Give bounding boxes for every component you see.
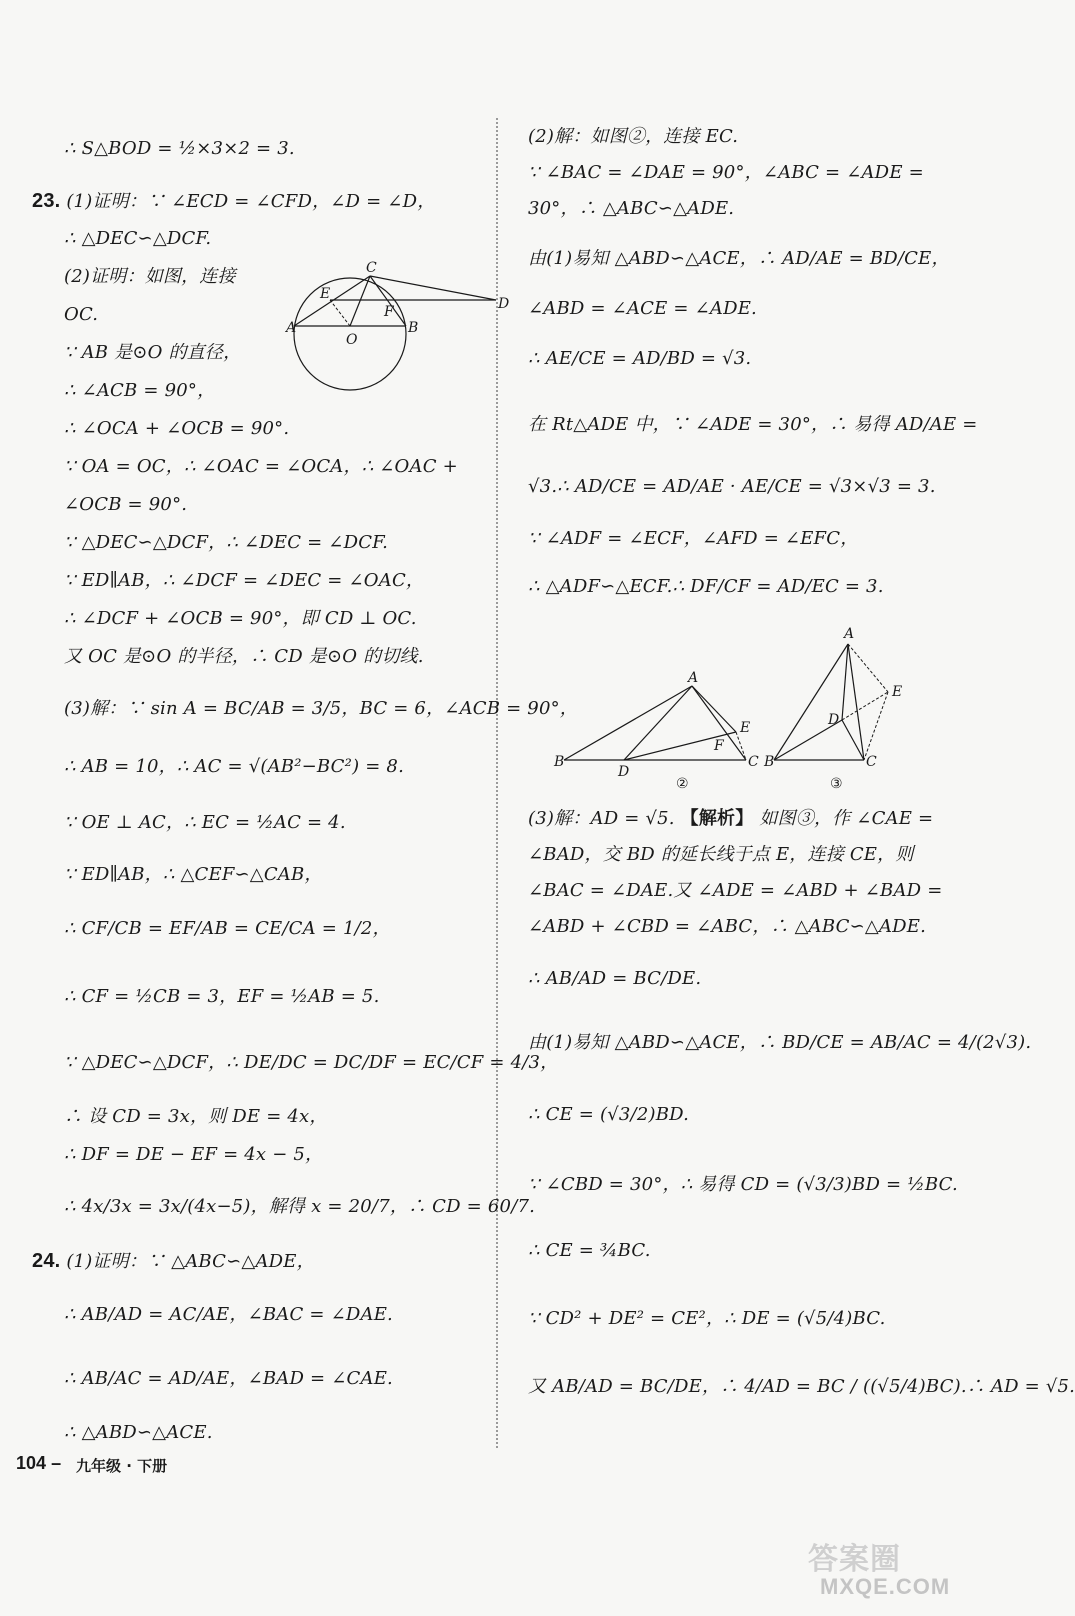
segment-de	[842, 692, 888, 720]
segment-ac	[848, 644, 864, 760]
label-a: A	[286, 320, 297, 336]
solution-line: ∴ CF = ½CB = 3，EF = ½AB = 5.	[64, 986, 380, 1007]
page-number	[16, 1453, 61, 1474]
analysis-tag: 【解析】	[680, 808, 754, 829]
solution-line: ∴ CE = ¾BC.	[528, 1240, 651, 1261]
solution-line: ∴ AB/AD = AC/AE，∠BAC = ∠DAE.	[64, 1304, 393, 1325]
answer-text: (3)解：AD = √5.	[528, 808, 675, 829]
segment-ec	[736, 732, 746, 760]
label-a: A	[844, 626, 855, 642]
solution-line: ∵ OA = OC，∴ ∠OAC = ∠OCA，∴ ∠OAC +	[64, 456, 458, 477]
solution-line: ∴ AE/CE = AD/BD = √3.	[528, 348, 752, 369]
figure-caption: ②	[676, 776, 689, 792]
label-d: D	[828, 712, 840, 728]
solution-line: ∴ △ABD∽△ACE.	[64, 1422, 213, 1443]
solution-line: ∵ ∠CBD = 30°，∴ 易得 CD = (√3/3)BD = ½BC.	[528, 1174, 958, 1195]
label-d: D	[498, 296, 510, 312]
label-b: B	[554, 754, 565, 770]
figure-caption: ③	[830, 776, 843, 792]
solution-line: ∴ ∠ACB = 90°，	[64, 380, 216, 401]
solution-line: 30°，∴ △ABC∽△ADE.	[528, 198, 735, 219]
page-number-dash: –	[51, 1453, 62, 1473]
solution-line: ∴ △ADF∽△ECF.∴ DF/CF = AD/EC = 3.	[528, 576, 884, 597]
solution-line: ∵ ∠BAC = ∠DAE = 90°，∠ABC = ∠ADE =	[528, 162, 924, 183]
solution-line: ∠ABD = ∠ACE = ∠ADE.	[528, 298, 757, 319]
label-d: D	[618, 764, 630, 780]
solution-line: ∴ ∠OCA + ∠OCB = 90°.	[64, 418, 290, 439]
solution-line: ∴ △DEC∽△DCF.	[64, 228, 212, 249]
figure-3	[764, 620, 964, 796]
solution-line: ∴ CE = (√3/2)BD.	[528, 1104, 690, 1125]
watermark-logo: 答案圈	[808, 1543, 901, 1576]
solution-line: OC.	[64, 304, 99, 325]
solution-line: ∠BAD，交 BD 的延长线于点 E，连接 CE，则	[528, 844, 914, 865]
label-c: C	[866, 754, 877, 770]
solution-line: ∵ ∠ADF = ∠ECF，∠AFD = ∠EFC，	[528, 528, 859, 549]
solution-line: ∠ABD + ∠CBD = ∠ABC，∴ △ABC∽△ADE.	[528, 916, 927, 937]
solution-line: ∴ 4x/3x = 3x/(4x−5)，解得 x = 20/7，∴ CD = 60/7.	[64, 1196, 536, 1217]
solution-line: ∴ S△BOD = ½×3×2 = 3.	[64, 138, 295, 159]
label-b: B	[764, 754, 775, 770]
solution-line: ∵ OE ⊥ AC，∴ EC = ½AC = 4.	[64, 812, 346, 833]
solution-line: √3.∴ AD/CE = AD/AE · AE/CE = √3×√3 = 3.	[528, 476, 936, 497]
label-c: C	[748, 754, 759, 770]
solution-line: ∵ △DEC∽△DCF，∴ DE/DC = DC/DF = EC/CF = 4/3，	[64, 1052, 559, 1073]
circle-figure	[286, 256, 516, 396]
analysis-text: 如图③，作 ∠CAE =	[759, 808, 934, 829]
solution-line: (1)证明：∵ ∠ECD = ∠CFD，∠D = ∠D，	[66, 191, 436, 212]
solution-line: (1)证明：∵ △ABC∽△ADE，	[66, 1251, 315, 1272]
solution-line: ∵ ED∥AB，∴ △CEF∽△CAB，	[64, 864, 323, 885]
solution-line: ∴ AB/AC = AD/AE，∠BAD = ∠CAE.	[64, 1368, 393, 1389]
solution-line: 又 OC 是⊙O 的半径，∴ CD 是⊙O 的切线.	[64, 646, 424, 667]
solution-line: ∴ AB/AD = BC/DE.	[528, 968, 702, 989]
label-c: C	[366, 260, 377, 276]
question-24	[32, 1248, 315, 1275]
page-number-value: 104	[16, 1453, 47, 1473]
segment-ad	[842, 644, 848, 720]
label-f: F	[384, 304, 394, 320]
solution-line: ∵ △DEC∽△DCF，∴ ∠DEC = ∠DCF.	[64, 532, 388, 553]
solution-line: (3)解：∵ sin A = BC/AB = 3/5，BC = 6，∠ACB = 90°，	[64, 698, 578, 719]
segment-oc	[350, 276, 370, 326]
solution-line: ∴ 设 CD = 3x，则 DE = 4x，	[64, 1106, 328, 1127]
watermark-url: MXQE.COM	[820, 1574, 951, 1599]
segment-oe	[330, 300, 350, 326]
label-b: B	[408, 320, 419, 336]
label-e: E	[320, 286, 331, 302]
solution-line: ∴ ∠DCF + ∠OCB = 90°，即 CD ⊥ OC.	[64, 608, 417, 629]
solution-line: ∵ AB 是⊙O 的直径，	[64, 342, 242, 363]
solution-line: 由(1)易知 △ABD∽△ACE，∴ AD/AE = BD/CE，	[528, 248, 950, 269]
question-number: 23.	[32, 190, 61, 212]
solution-line: 在 Rt△ADE 中，∵ ∠ADE = 30°，∴ 易得 AD/AE =	[528, 414, 978, 435]
solution-line: ∠OCB = 90°.	[64, 494, 188, 515]
segment-ae	[692, 686, 736, 732]
solution-line: 又 AB/AD = BC/DE，∴ 4/AD = BC / ((√5/4)BC).∴ AD = √5.	[528, 1376, 1075, 1397]
label-e: E	[740, 720, 751, 736]
label-o: O	[346, 332, 358, 348]
segment-ba	[774, 644, 848, 760]
segment-ba	[564, 686, 692, 760]
solution-line	[528, 806, 933, 832]
solution-line: ∴ CF/CB = EF/AB = CE/CA = 1/2，	[64, 918, 391, 939]
solution-line: ∴ AB = 10，∴ AC = √(AB²−BC²) = 8.	[64, 756, 404, 777]
solution-line: (2)证明：如图，连接	[64, 266, 236, 287]
figure-2	[554, 660, 764, 796]
label-a: A	[688, 670, 699, 686]
solution-line: ∴ DF = DE − EF = 4x − 5，	[64, 1144, 324, 1165]
question-number: 24.	[32, 1250, 61, 1272]
label-f: F	[714, 738, 724, 754]
label-e: E	[892, 684, 903, 700]
solution-line: 由(1)易知 △ABD∽△ACE，∴ BD/CE = AB/AC = 4/(2√3).	[528, 1032, 1032, 1053]
segment-ec	[864, 692, 888, 760]
solution-line: ∵ ED∥AB，∴ ∠DCF = ∠DEC = ∠OAC，	[64, 570, 425, 591]
solution-line: ∠BAC = ∠DAE.又 ∠ADE = ∠ABD + ∠BAD =	[528, 880, 943, 901]
solution-line: (2)解：如图②，连接 EC.	[528, 126, 739, 147]
question-23	[32, 188, 435, 215]
segment-cd	[370, 276, 496, 300]
solution-line: ∵ CD² + DE² = CE²，∴ DE = (√5/4)BC.	[528, 1308, 886, 1329]
grade-label: 九年级 · 下册	[76, 1457, 168, 1475]
segment-da	[624, 686, 692, 760]
